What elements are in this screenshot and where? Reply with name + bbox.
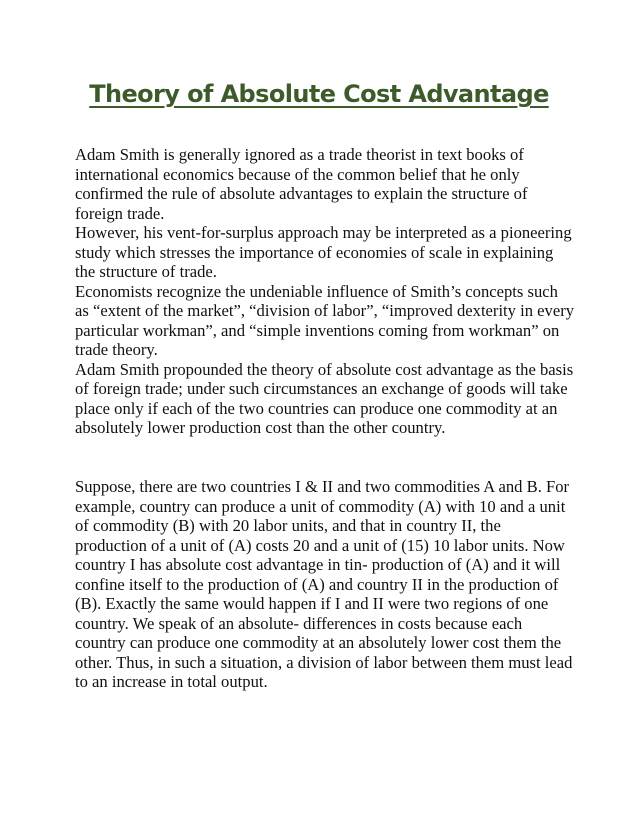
paragraph-absolute-cost-theory: Adam Smith propounded the theory of absolute cost advantage as the basis of foreign trade; under such circumstances an exchange of goods will take place only if each of the two countries can produce one commodity at an absolutely lower production cost than the other country. — [75, 359, 574, 437]
paragraph-smith-ignored: Adam Smith is generally ignored as a trade theorist in text books of international economics because of the common belief that he only confirmed the rule of absolute advantages to explain the structure of foreign trade. — [75, 145, 528, 223]
paragraph-vent-for-surplus: However, his vent-for-surplus approach may be interpreted as a pioneering study which stresses the importance of economies of scale in explaining the structure of trade. — [75, 223, 572, 281]
section-example — [75, 477, 575, 692]
paragraph-economists-recognize: Economists recognize the undeniable influence of Smith’s concepts such as “extent of the market”, “division of labor”, “improved dexterity in every particular workman”, and “simple inventions coming from workman” on trade theory. — [75, 281, 575, 359]
section-theory-intro — [75, 145, 575, 438]
paragraph-two-countries-example: Suppose, there are two countries I & II and two commodities A and B. For example, country can produce a unit of commodity (A) with 10 and a unit of commodity (B) with 20 labor units, and that in country II, the production of a unit of (A) costs 20 and a unit of (15) 10 labor units. Now country I has absolute cost advantage in tin- production of (A) and it will confine itself to the production of (A) and country II in the production of (B). Exactly the same would happen if I and II were two regions of one country. We speak of an absolute- differences in costs because each country can produce one commodity at an absolutely lower cost them the other. Thus, in such a situation, a division of labor between them must lead to an increase in total output. — [75, 477, 573, 691]
document-title: Theory of Absolute Cost Advantage — [89, 80, 549, 108]
